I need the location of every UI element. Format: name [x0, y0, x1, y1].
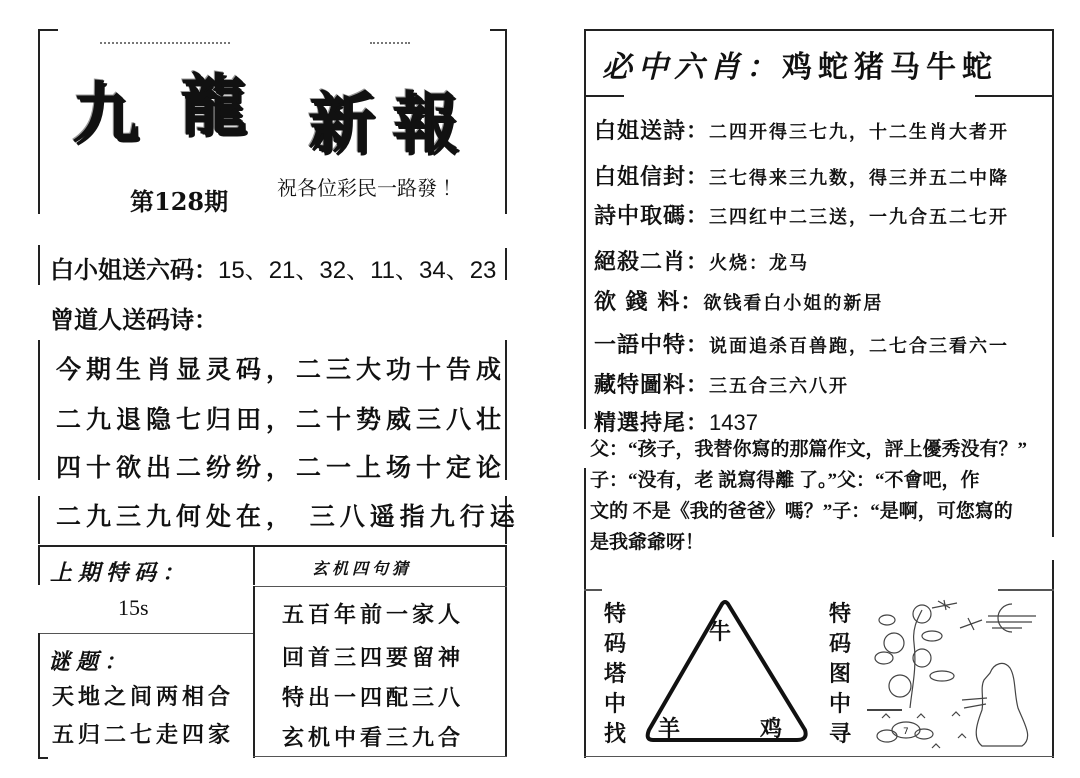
tower-caption	[601, 600, 629, 750]
caption-char: 码	[828, 632, 851, 657]
divider	[253, 586, 507, 587]
hint-box-title: 玄机四句猜	[312, 559, 413, 578]
caption-char: 特	[603, 602, 626, 627]
caption-char: 码	[603, 632, 626, 657]
six-codes-row	[50, 250, 496, 285]
issue-number: 第128期	[130, 187, 229, 216]
divider	[998, 589, 1054, 591]
faded-strip	[370, 42, 410, 46]
hint-line: 回首三四要留神	[282, 646, 465, 671]
hint-line: 玄机中看三九合	[282, 726, 465, 751]
masthead-char: 新	[308, 84, 374, 162]
poem-title: 曾道人送码诗：	[50, 308, 218, 334]
left-border-top	[38, 29, 40, 214]
entry-label: 絕殺二肖	[594, 250, 687, 275]
entry-row: 欲 錢 料：欲钱看白小姐的新居	[594, 290, 884, 315]
entry-value: 说面追杀百兽跑，二七合三看六一	[709, 336, 1010, 357]
riddle-line: 五归二七走四家	[52, 723, 235, 748]
greeting: 祝各位彩民一路發 ！	[277, 178, 462, 200]
six-zodiac-row	[602, 42, 998, 86]
six-codes-values: 15、21、32、11、34、23	[218, 257, 497, 284]
caption-char: 找	[603, 722, 626, 747]
left-border	[38, 245, 40, 285]
entry-row: 白姐信封：三七得来三九数，得三并五二中降	[594, 165, 1010, 190]
entry-label: 白姐信封	[594, 165, 687, 190]
entry-value: 三七得来三九数，得三并五二中降	[709, 168, 1010, 189]
entry-row: 詩中取碼：三四红中二三送，一九合五二七开	[594, 204, 1010, 229]
caption-char: 中	[828, 692, 851, 717]
border	[38, 545, 40, 585]
poem-left-border	[38, 496, 40, 544]
entry-label: 精選持尾	[594, 411, 687, 436]
entry-label: 白姐送詩	[594, 119, 687, 144]
divider	[38, 633, 254, 634]
entry-value: 三四红中二三送，一九合五二七开	[709, 207, 1010, 228]
corner-bracket	[490, 29, 506, 31]
six-zodiac-value: 鸡蛇猪马牛蛇	[782, 50, 998, 85]
divider	[584, 95, 624, 97]
corner-bracket	[38, 29, 58, 31]
divider	[975, 95, 1054, 97]
tower-bottom-left-zodiac: 羊	[658, 716, 681, 742]
hint-line: 特出一四配三八	[282, 686, 465, 711]
poem-line: 二九三九何处在， 三八遥指九行运	[56, 502, 520, 531]
entry-value: 欲钱看白小姐的新居	[703, 293, 884, 314]
left-border	[584, 29, 586, 429]
entry-label: 一語中特	[594, 333, 687, 358]
last-special-value: 15s	[118, 595, 149, 620]
tower-top-zodiac: 牛	[709, 619, 732, 645]
joke-line: 子：“没有，老 説寫得離 了。”父：“不會吧，作	[590, 470, 980, 491]
dragonfly-icon	[960, 618, 982, 630]
masthead-char: 報	[392, 84, 458, 162]
entry-value: 1437	[709, 410, 758, 435]
poem-line: 今期生肖显灵码，二三大功十告成	[56, 355, 507, 384]
entry-row: 精選持尾：1437	[594, 410, 758, 436]
caption-char: 塔	[603, 662, 626, 687]
corner	[38, 757, 48, 759]
entry-value: 火烧：龙马	[709, 253, 810, 274]
entry-label: 欲 錢 料	[594, 290, 681, 315]
caption-char: 特	[828, 602, 851, 627]
entry-row: 白姐送詩：二四开得三七九，十二生肖大者开	[594, 119, 1010, 144]
masthead-char: 龍	[180, 66, 246, 144]
entry-label: 詩中取碼	[594, 204, 687, 229]
caption-char: 中	[603, 692, 626, 717]
plant-icon	[910, 610, 922, 708]
masthead-char: 九	[72, 74, 138, 152]
border	[505, 545, 507, 757]
stone-number: 7	[903, 727, 909, 737]
right-border	[1052, 29, 1054, 537]
riddle-line: 天地之间两相合	[52, 685, 235, 710]
faded-strip	[100, 42, 230, 46]
six-zodiac-label: 必中六肖：	[602, 50, 782, 85]
entry-row: 絕殺二肖：火烧：龙马	[594, 250, 810, 275]
joke-line: 父：“孩子，我替你寫的那篇作文，評上優秀没有？”	[590, 439, 1028, 460]
entry-label: 藏特圖料	[594, 373, 687, 398]
entry-row: 一語中特：说面追杀百兽跑，二七合三看六一	[594, 333, 1010, 358]
border	[253, 545, 255, 585]
hint-line: 五百年前一家人	[282, 603, 465, 628]
caption-char: 寻	[828, 722, 851, 747]
joke-line: 文的 不是《我的爸爸》嗎？”子：“是啊，可您寫的	[590, 501, 1013, 522]
joke-block	[590, 434, 1052, 558]
dragonfly-icon	[932, 600, 957, 610]
last-special-label: 上期特码：	[50, 560, 191, 586]
poem-line: 四十欲出二纷纷，二一上场十定论	[56, 453, 507, 482]
caption-char: 图	[828, 662, 851, 687]
entry-value: 三五合三六八开	[709, 376, 850, 397]
picture-caption	[826, 600, 854, 750]
entry-value: 二四开得三七九，十二生肖大者开	[709, 122, 1010, 143]
six-codes-label: 白小姐送六码：	[50, 258, 218, 284]
riddle-label: 谜题：	[48, 649, 133, 675]
top-border	[584, 29, 1054, 31]
right-border-top	[505, 29, 507, 214]
bottom-border	[584, 756, 1054, 757]
right-border	[505, 248, 507, 280]
border	[253, 586, 255, 758]
divider	[253, 756, 507, 757]
illustration-image	[862, 598, 1052, 756]
joke-line: 是我爺爺呀！	[590, 532, 705, 553]
entry-row: 藏特圖料：三五合三六八开	[594, 373, 850, 398]
left-border	[584, 468, 586, 758]
divider	[584, 589, 602, 591]
tower-bottom-right-zodiac: 鸡	[760, 716, 783, 742]
divider	[38, 545, 507, 547]
border	[38, 633, 40, 758]
poem-line: 二九退隐七归田，二十势威三八壮	[56, 405, 507, 434]
poem-left-border	[38, 340, 40, 480]
